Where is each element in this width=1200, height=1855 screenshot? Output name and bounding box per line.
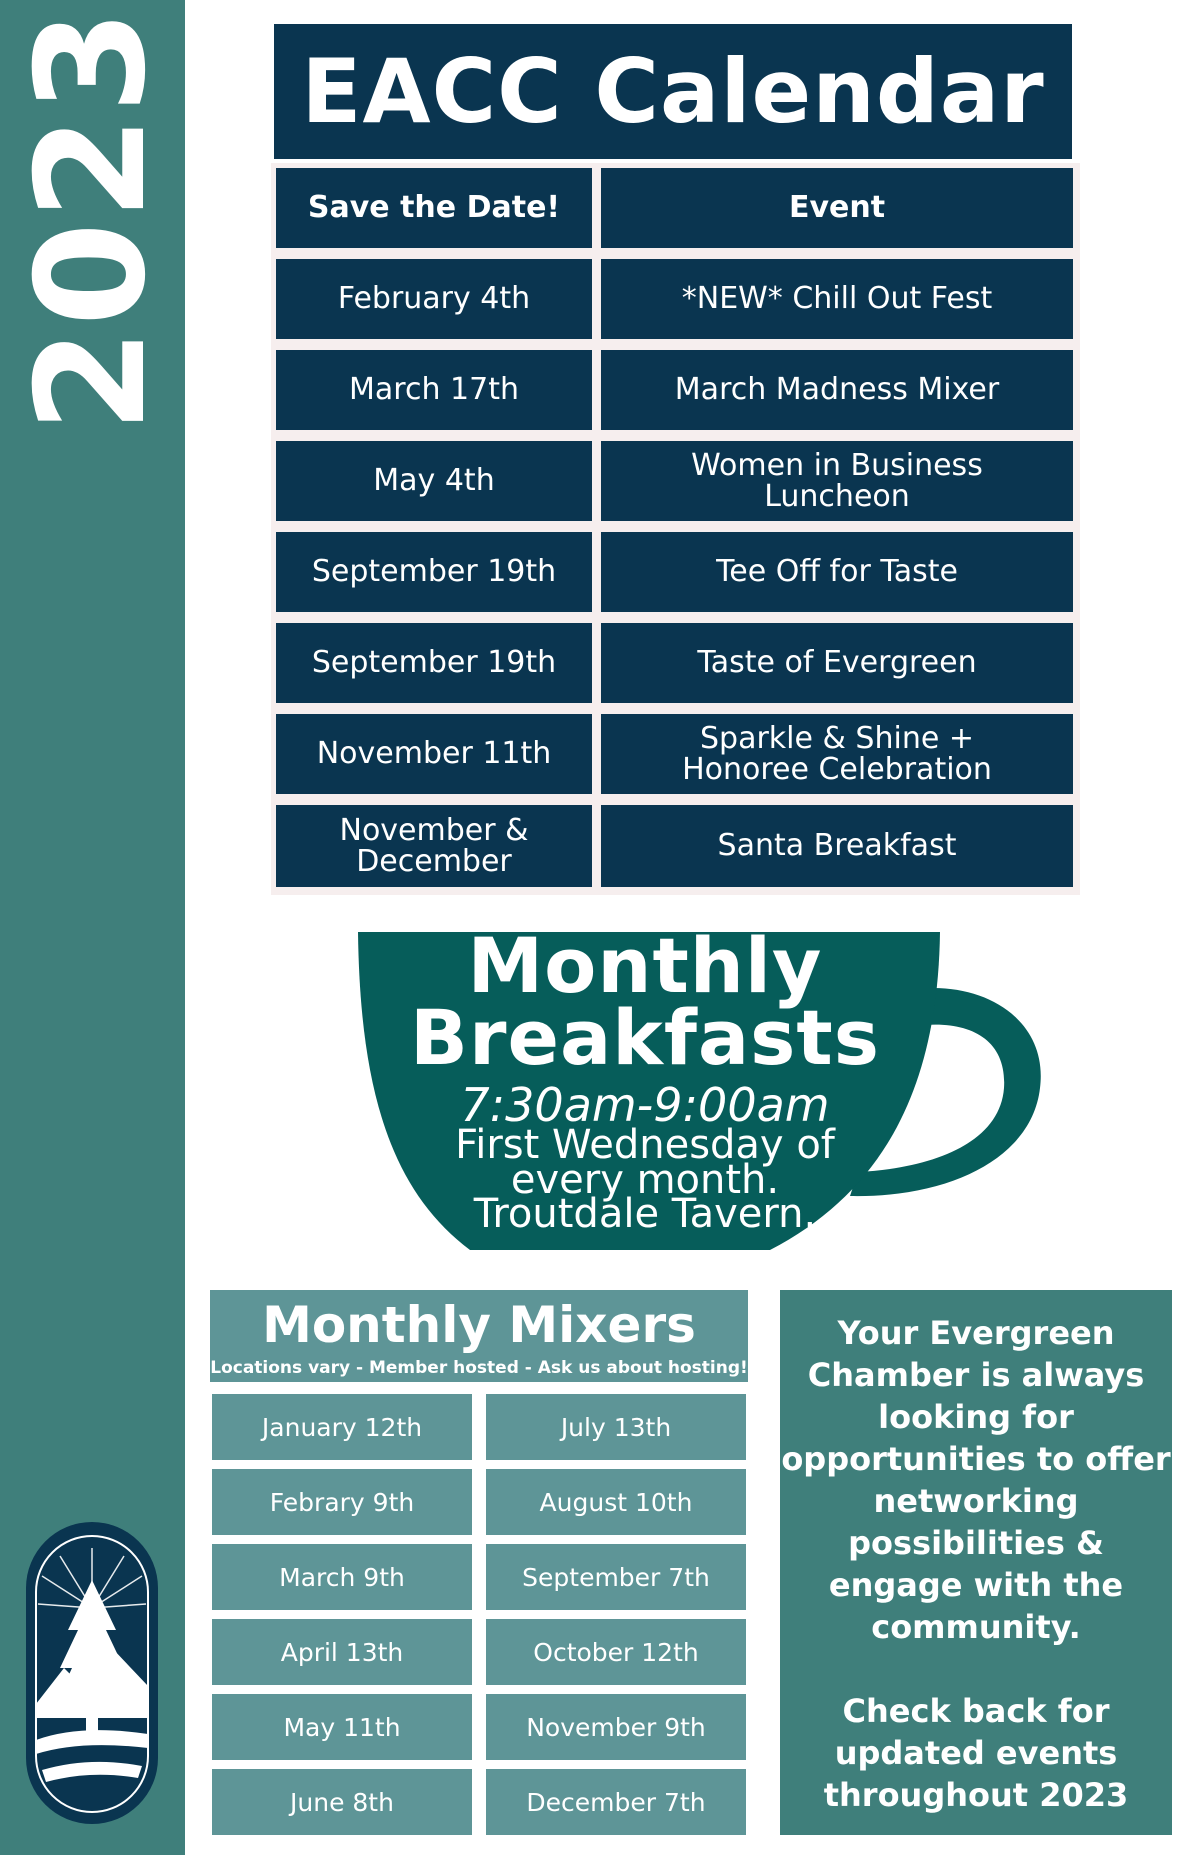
- event-name: March Madness Mixer: [601, 350, 1073, 430]
- event-column-header: Event: [601, 168, 1073, 248]
- mixer-date: October 12th: [486, 1619, 746, 1685]
- mixer-date: August 10th: [486, 1469, 746, 1535]
- info-update-note: Check back for updated events throughout 2023: [823, 1692, 1129, 1814]
- event-date: September 19th: [276, 532, 592, 612]
- mixer-date: January 12th: [212, 1394, 472, 1460]
- sidebar: [0, 0, 185, 1855]
- event-date: February 4th: [276, 259, 592, 339]
- event-date: November & December: [276, 805, 592, 887]
- mixer-date: April 13th: [212, 1619, 472, 1685]
- breakfasts-text: [380, 921, 910, 1238]
- calendar-table: [271, 163, 1080, 895]
- mixer-date: March 9th: [212, 1544, 472, 1610]
- breakfasts-time: 7:30am-9:00am: [460, 1078, 830, 1133]
- event-name: Tee Off for Taste: [601, 532, 1073, 612]
- chamber-logo-icon: [20, 1508, 165, 1826]
- breakfasts-title-line2: Breakfasts: [410, 993, 880, 1083]
- date-column-header: Save the Date!: [276, 168, 592, 248]
- event-name: Santa Breakfast: [601, 805, 1073, 887]
- event-date: March 17th: [276, 350, 592, 430]
- event-date: May 4th: [276, 441, 592, 521]
- mixers-header: [210, 1290, 748, 1382]
- event-name: Taste of Evergreen: [601, 623, 1073, 703]
- mixer-date: June 8th: [212, 1769, 472, 1835]
- mixer-date: November 9th: [486, 1694, 746, 1760]
- calendar-title: EACC Calendar: [274, 24, 1072, 159]
- event-name: Women in Business Luncheon: [601, 441, 1073, 521]
- mixer-date: Febrary 9th: [212, 1469, 472, 1535]
- mixer-date: December 7th: [486, 1769, 746, 1835]
- breakfasts-title-line1: Monthly: [467, 921, 823, 1010]
- info-paragraph: Your Evergreen Chamber is always looking for opportunities to offer networking possibilities & engage with the community.: [781, 1314, 1171, 1646]
- mixer-date: September 7th: [486, 1544, 746, 1610]
- info-box: [780, 1290, 1172, 1835]
- mixers-title: Monthly Mixers: [262, 1296, 696, 1354]
- event-name: Sparkle & Shine + Honoree Celebration: [601, 714, 1073, 794]
- breakfasts-frequency: every month.: [510, 1156, 780, 1203]
- breakfasts-location: Troutdale Tavern.: [473, 1191, 817, 1238]
- event-date: November 11th: [276, 714, 592, 794]
- year-label: 2023: [5, 7, 179, 433]
- mixer-date: July 13th: [486, 1394, 746, 1460]
- event-name: *NEW* Chill Out Fest: [601, 259, 1073, 339]
- breakfasts-day: First Wednesday of: [455, 1122, 835, 1169]
- event-date: September 19th: [276, 623, 592, 703]
- mixer-date: May 11th: [212, 1694, 472, 1760]
- mixers-subtitle: Locations vary - Member hosted - Ask us about hosting!: [210, 1358, 748, 1378]
